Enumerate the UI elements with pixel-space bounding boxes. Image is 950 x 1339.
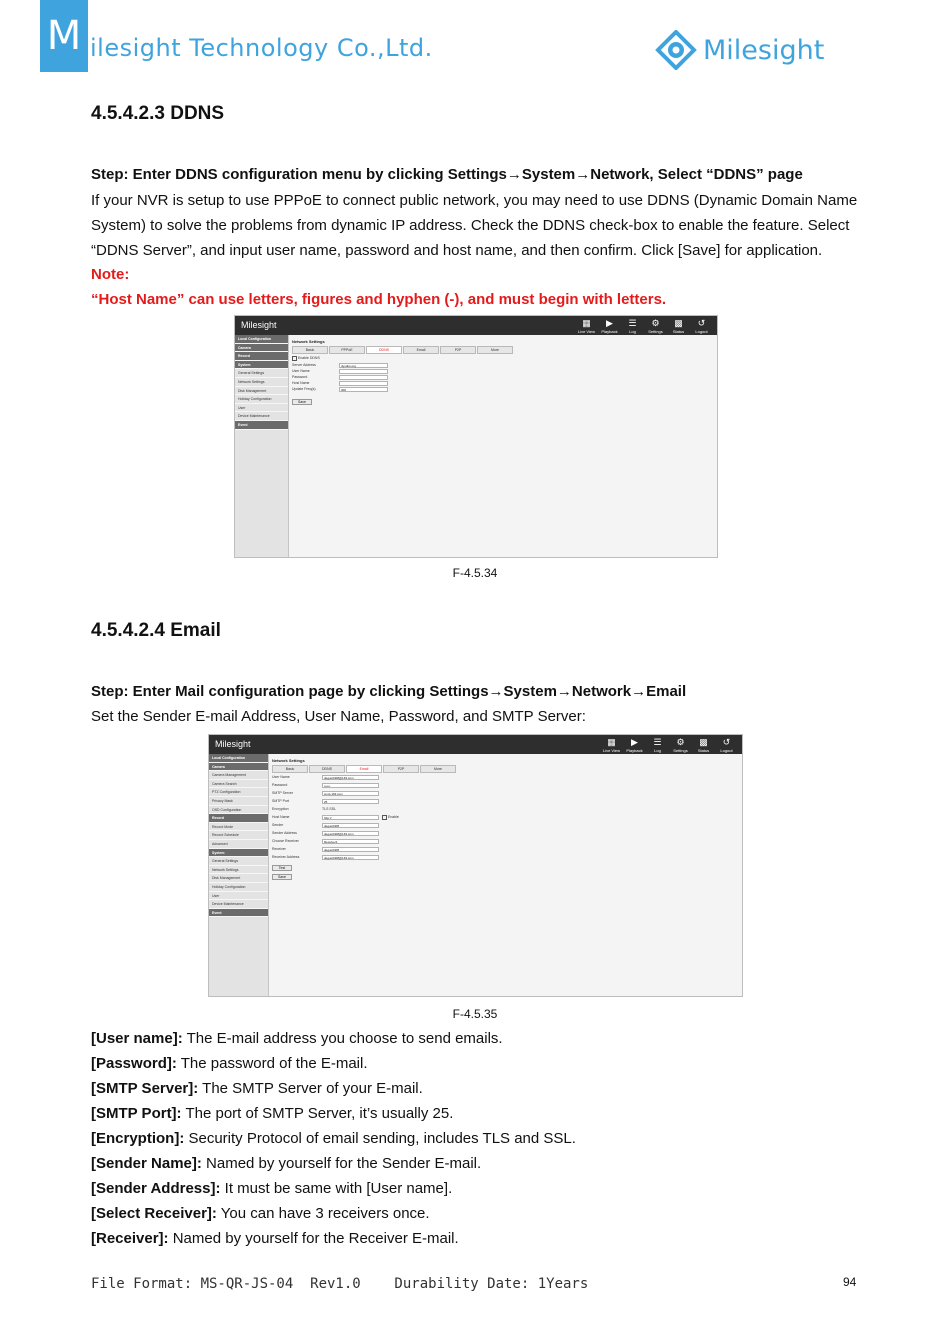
field-label: User Name bbox=[292, 369, 310, 373]
status-tool[interactable] bbox=[667, 318, 690, 334]
nvr-sidebar bbox=[209, 754, 269, 996]
enable-ddns-label: Enable DDNS bbox=[297, 356, 320, 360]
tool-label: Status bbox=[672, 329, 685, 334]
company-mark: M bbox=[40, 0, 88, 72]
field-label: Choose Receiver bbox=[272, 839, 299, 843]
sender-input[interactable]: deguo0408 bbox=[322, 823, 379, 828]
smtp-server-input[interactable]: smtp.163.com bbox=[322, 791, 379, 796]
save-button[interactable]: Save bbox=[292, 399, 312, 405]
definition-text: Named by yourself for the Sender E-mail. bbox=[201, 1155, 482, 1172]
logo-wordmark: Milesight bbox=[703, 34, 825, 66]
tab-basic[interactable]: Basic bbox=[292, 346, 328, 354]
settings-tabs bbox=[272, 765, 457, 773]
sidebar-item[interactable]: Holiday Configuration bbox=[235, 395, 288, 404]
nvr-topbar bbox=[209, 735, 742, 754]
definition-text: The password of the E-mail. bbox=[176, 1055, 368, 1072]
sidebar-item[interactable]: PTZ Configuration bbox=[209, 788, 268, 797]
tool-label: Settings bbox=[673, 748, 688, 753]
field-label: Host Name bbox=[272, 815, 290, 819]
checkbox-box bbox=[382, 815, 387, 820]
play-icon: ▶ bbox=[606, 318, 613, 328]
definition-text: You can have 3 receivers once. bbox=[216, 1205, 430, 1222]
tool-label: Playback bbox=[601, 329, 618, 334]
definition-term: [User name]: bbox=[91, 1030, 183, 1047]
definition-text: It must be same with [User name]. bbox=[220, 1180, 453, 1197]
definition-text: Security Protocol of email sending, includes TLS and SSL. bbox=[184, 1130, 576, 1147]
definition-line bbox=[91, 1030, 503, 1047]
field-label: Sender Address bbox=[272, 831, 297, 835]
footer-file-format: File Format: MS-QR-JS-04 Rev1.0 Durability Date: 1Years bbox=[91, 1276, 589, 1292]
email-screenshot bbox=[208, 734, 743, 997]
tool-label: Log bbox=[629, 329, 636, 334]
receiver-address-input[interactable]: deguo0408@163.com bbox=[322, 855, 379, 860]
definition-line bbox=[91, 1055, 368, 1072]
page-number: 94 bbox=[843, 1275, 857, 1289]
logout-tool[interactable] bbox=[715, 737, 738, 753]
host-name-input[interactable] bbox=[339, 381, 388, 386]
logout-tool[interactable] bbox=[690, 318, 713, 334]
sidebar-item[interactable]: Event bbox=[235, 421, 288, 430]
sidebar-item[interactable]: Record bbox=[209, 814, 268, 823]
enable-ddns-checkbox[interactable] bbox=[292, 356, 297, 361]
log-icon: ☰ bbox=[653, 737, 662, 747]
nvr-sidebar bbox=[235, 335, 289, 557]
tool-label: Status bbox=[697, 748, 710, 753]
live-view-tool[interactable] bbox=[575, 318, 598, 334]
status-icon: ▩ bbox=[699, 737, 708, 747]
sidebar-item[interactable]: Network Settings bbox=[209, 866, 268, 875]
settings-title: Network Settings bbox=[272, 758, 305, 763]
camera-icon: ▦ bbox=[582, 318, 591, 328]
definition-term: [Sender Address]: bbox=[91, 1180, 221, 1197]
email-heading: 4.5.4.2.4 Email bbox=[91, 620, 221, 641]
definition-text: The port of SMTP Server, it’s usually 25. bbox=[181, 1105, 454, 1122]
field-label: User Name bbox=[272, 775, 290, 779]
tool-label: Logout bbox=[695, 329, 708, 334]
sidebar-item[interactable]: System bbox=[235, 361, 288, 370]
nvr-toolbar bbox=[600, 737, 738, 753]
definition-term: [Password]: bbox=[91, 1055, 177, 1072]
update-freq-input[interactable]: 300 bbox=[339, 387, 388, 392]
ddns-step: Step: Enter DDNS configuration menu by clicking Settings→System→Network, Select “DDNS” page bbox=[91, 166, 803, 183]
logout-icon: ↺ bbox=[722, 737, 731, 747]
definition-line bbox=[91, 1230, 459, 1247]
play-icon: ▶ bbox=[631, 737, 638, 747]
sidebar-item[interactable]: General Settings bbox=[235, 369, 288, 378]
sidebar-item[interactable]: Camera Search bbox=[209, 780, 268, 789]
enable-checkbox[interactable] bbox=[382, 814, 399, 820]
server-address-select[interactable]: dyndns.org bbox=[339, 363, 388, 368]
ddns-note-text: “Host Name” can use letters, figures and hyphen (-), and must begin with letters. bbox=[91, 291, 667, 308]
definition-line bbox=[91, 1130, 576, 1147]
user-name-input[interactable]: deguo0408@163.com bbox=[322, 775, 379, 780]
field-label: Update Freq(s) bbox=[292, 387, 316, 391]
logout-icon: ↺ bbox=[697, 318, 706, 328]
nvr-main bbox=[289, 335, 717, 557]
sidebar-item[interactable]: Network Settings bbox=[235, 378, 288, 387]
definition-term: [SMTP Server]: bbox=[91, 1080, 199, 1097]
sidebar-item[interactable]: Local Configuration bbox=[235, 335, 288, 344]
field-label: Host Name bbox=[292, 381, 310, 385]
tab-more[interactable]: More bbox=[420, 765, 456, 773]
sidebar-item[interactable]: User bbox=[235, 404, 288, 413]
test-button[interactable]: Test bbox=[272, 865, 292, 871]
definition-text: The SMTP Server of your E-mail. bbox=[198, 1080, 423, 1097]
playback-tool[interactable] bbox=[598, 318, 621, 334]
sidebar-item[interactable]: Record Schedule bbox=[209, 831, 268, 840]
sidebar-item[interactable]: User bbox=[209, 892, 268, 901]
tab-email[interactable]: Email bbox=[346, 765, 382, 773]
tool-label: Log bbox=[654, 748, 661, 753]
definition-term: [Encryption]: bbox=[91, 1130, 185, 1147]
sidebar-item[interactable]: Disk Management bbox=[235, 387, 288, 396]
figure-caption: F-4.5.34 bbox=[452, 566, 498, 580]
settings-tabs bbox=[292, 346, 514, 354]
ddns-heading: 4.5.4.2.3 DDNS bbox=[91, 103, 225, 124]
ddns-note-label: Note: bbox=[91, 266, 130, 283]
tool-label: Logout bbox=[720, 748, 733, 753]
tool-label: Live View bbox=[577, 329, 596, 334]
tab-ddns[interactable]: DDNS bbox=[309, 765, 345, 773]
sidebar-item[interactable]: Disk Management bbox=[209, 874, 268, 883]
settings-tool[interactable] bbox=[644, 318, 667, 334]
sidebar-item[interactable]: Privacy Mask bbox=[209, 797, 268, 806]
status-icon: ▩ bbox=[674, 318, 683, 328]
sidebar-item[interactable]: Holiday Configuration bbox=[209, 883, 268, 892]
settings-title: Network Settings bbox=[292, 339, 325, 344]
sidebar-item[interactable]: Record Mode bbox=[209, 823, 268, 832]
status-tool[interactable] bbox=[692, 737, 715, 753]
company-name: ilesight Technology Co.,Ltd. bbox=[90, 34, 433, 62]
sidebar-item[interactable]: Event bbox=[209, 909, 268, 918]
gear-icon: ⚙ bbox=[651, 318, 660, 328]
definition-line bbox=[91, 1080, 423, 1097]
sender-address-input[interactable]: deguo0408@163.com bbox=[322, 831, 379, 836]
log-tool[interactable] bbox=[621, 318, 644, 334]
definition-line bbox=[91, 1155, 481, 1172]
definition-text: Named by yourself for the Receiver E-mail. bbox=[168, 1230, 459, 1247]
tab-p2p[interactable]: P2P bbox=[383, 765, 419, 773]
sidebar-item[interactable]: System bbox=[209, 849, 268, 858]
sidebar-item[interactable]: OSD Configuration bbox=[209, 806, 268, 815]
tool-label: Live View bbox=[602, 748, 621, 753]
ddns-body: If your NVR is setup to use PPPoE to connect public network, you may need to use DDNS (Dynamic Domain Name System) to solve the problems from dynamic IP address. Check the DDNS check-box to enable the feature. Select “DDNS Server”, and input user name, password and host name, and then confirm. Click [Save] for application. bbox=[91, 192, 858, 259]
tab-more[interactable]: More bbox=[477, 346, 513, 354]
tab-basic[interactable]: Basic bbox=[272, 765, 308, 773]
gear-icon: ⚙ bbox=[676, 737, 685, 747]
definition-line bbox=[91, 1105, 453, 1122]
encryption-options[interactable]: TLS SSL bbox=[322, 807, 337, 811]
smtp-port-input[interactable]: 25 bbox=[322, 799, 379, 804]
tool-label: Playback bbox=[626, 748, 643, 753]
definition-text: The E-mail address you choose to send emails. bbox=[182, 1030, 503, 1047]
tab-p2p[interactable]: P2P bbox=[440, 346, 476, 354]
sidebar-item[interactable]: Device Maintenance bbox=[235, 412, 288, 421]
sidebar-item[interactable]: Record bbox=[235, 352, 288, 361]
nvr-topbar bbox=[235, 316, 717, 335]
log-tool[interactable] bbox=[646, 737, 669, 753]
field-label: Receiver Address bbox=[272, 855, 300, 859]
sidebar-item[interactable]: General Settings bbox=[209, 857, 268, 866]
definition-line bbox=[91, 1180, 452, 1197]
receiver-input[interactable]: deguo0408 bbox=[322, 847, 379, 852]
save-button[interactable]: Save bbox=[272, 874, 292, 880]
host-name-input[interactable]: http:// bbox=[322, 815, 379, 820]
milesight-logo bbox=[655, 30, 824, 70]
sidebar-item[interactable]: Advanced bbox=[209, 840, 268, 849]
camera-icon: ▦ bbox=[607, 737, 616, 747]
definition-term: [Receiver]: bbox=[91, 1230, 169, 1247]
sidebar-item[interactable]: Camera bbox=[209, 763, 268, 772]
nvr-logo: Milesight bbox=[241, 320, 277, 330]
settings-tool[interactable] bbox=[669, 737, 692, 753]
enable-ddns-row bbox=[292, 355, 320, 361]
field-label: SMTP Port bbox=[272, 799, 290, 803]
sidebar-item[interactable]: Camera bbox=[235, 344, 288, 353]
definition-term: [SMTP Port]: bbox=[91, 1105, 182, 1122]
playback-tool[interactable] bbox=[623, 737, 646, 753]
field-label: SMTP Server bbox=[272, 791, 293, 795]
password-input[interactable] bbox=[339, 375, 388, 380]
email-step: Step: Enter Mail configuration page by clicking Settings→System→Network→Email bbox=[91, 683, 687, 700]
figure-caption: F-4.5.35 bbox=[452, 1007, 498, 1021]
milesight-logo-icon bbox=[655, 30, 697, 70]
choose-receiver-select[interactable]: Receiver1 bbox=[322, 839, 379, 844]
ddns-screenshot bbox=[234, 315, 718, 558]
tab-ddns[interactable]: DDNS bbox=[366, 346, 402, 354]
user-name-input[interactable] bbox=[339, 369, 388, 374]
live-view-tool[interactable] bbox=[600, 737, 623, 753]
field-label: Server Address bbox=[292, 363, 316, 367]
nvr-logo: Milesight bbox=[215, 739, 251, 749]
enable-label: Enable bbox=[387, 815, 399, 819]
field-label: Sender bbox=[272, 823, 284, 827]
nvr-toolbar bbox=[575, 318, 713, 334]
definition-term: [Sender Name]: bbox=[91, 1155, 202, 1172]
sidebar-item[interactable]: Camera Management bbox=[209, 771, 268, 780]
field-label: Password bbox=[272, 783, 288, 787]
definition-term: [Select Receiver]: bbox=[91, 1205, 217, 1222]
log-icon: ☰ bbox=[628, 318, 637, 328]
tool-label: Settings bbox=[648, 329, 663, 334]
definition-line bbox=[91, 1205, 430, 1222]
field-label: Receiver bbox=[272, 847, 286, 851]
tab-email[interactable]: Email bbox=[403, 346, 439, 354]
nvr-main bbox=[269, 754, 742, 996]
tab-pppoe[interactable]: PPPoE bbox=[329, 346, 365, 354]
field-label: Encryption bbox=[272, 807, 289, 811]
sidebar-item[interactable]: Device Maintenance bbox=[209, 900, 268, 909]
field-label: Password bbox=[292, 375, 308, 379]
email-intro: Set the Sender E-mail Address, User Name, Password, and SMTP Server: bbox=[91, 708, 586, 725]
sidebar-item[interactable]: Local Configuration bbox=[209, 754, 268, 763]
password-input[interactable]: •••••• bbox=[322, 783, 379, 788]
